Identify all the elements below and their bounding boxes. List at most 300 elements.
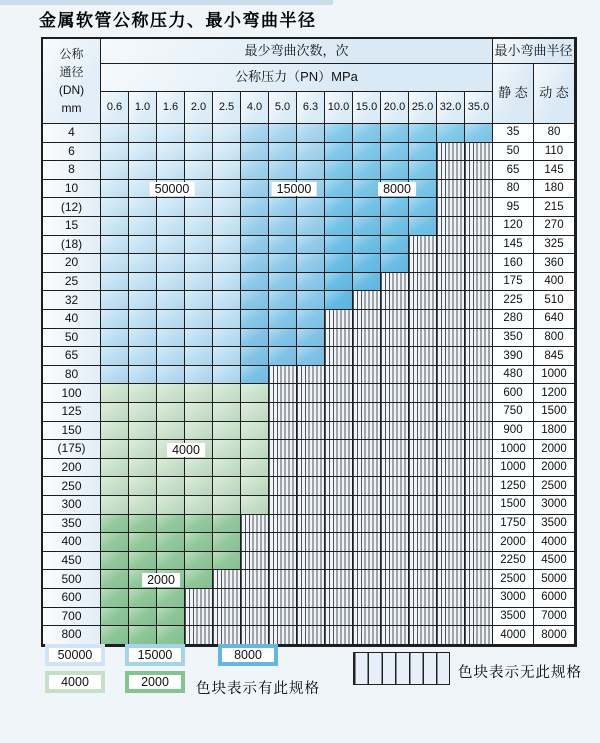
nospec-cell [353, 570, 381, 589]
spec-cell [101, 180, 129, 199]
spec-cell [269, 124, 297, 143]
spec-cell [325, 198, 353, 217]
dynamic-radius-cell: 1500 [534, 403, 575, 422]
spec-cell [241, 496, 269, 515]
nospec-cell [353, 589, 381, 608]
spec-cell [157, 496, 185, 515]
static-header: 静 态 [493, 64, 534, 124]
legend-swatch-value: 8000 [222, 648, 274, 662]
spec-cell [213, 477, 241, 496]
nospec-cell [381, 533, 409, 552]
pressure-col-header: 6.3 [297, 92, 325, 124]
spec-cell [101, 198, 129, 217]
spec-cell [269, 291, 297, 310]
nospec-cell [409, 273, 437, 292]
static-radius-cell: 1750 [493, 515, 534, 534]
dynamic-radius-cell: 325 [534, 236, 575, 255]
legend-swatch-value: 2000 [129, 675, 181, 689]
nospec-cell [409, 515, 437, 534]
dn-cell: 20 [43, 254, 101, 273]
nospec-cell [325, 422, 353, 441]
static-radius-cell: 145 [493, 236, 534, 255]
nospec-cell [381, 291, 409, 310]
static-radius-cell: 225 [493, 291, 534, 310]
spec-cell [157, 143, 185, 162]
spec-cell [213, 198, 241, 217]
nospec-cell [381, 477, 409, 496]
cycles-label-50000: 50000 [150, 182, 195, 196]
nospec-cell [353, 552, 381, 571]
spec-table [41, 37, 577, 647]
spec-cell [129, 589, 157, 608]
nospec-cell [325, 310, 353, 329]
spec-cell [101, 496, 129, 515]
nospec-cell [353, 347, 381, 366]
spec-cell [269, 347, 297, 366]
nospec-cell [465, 366, 493, 385]
nospec-cell [269, 533, 297, 552]
nospec-cell [409, 291, 437, 310]
spec-cell [185, 329, 213, 348]
spec-cell [213, 422, 241, 441]
pressure-col-header: 35.0 [465, 92, 493, 124]
spec-cell [157, 608, 185, 627]
cycles-label-8000: 8000 [378, 182, 416, 196]
nospec-cell [437, 477, 465, 496]
dynamic-radius-cell: 2000 [534, 459, 575, 478]
spec-cell [241, 403, 269, 422]
nospec-cell [269, 608, 297, 627]
nospec-cell [465, 310, 493, 329]
spec-cell [213, 143, 241, 162]
spec-cell [157, 254, 185, 273]
nospec-cell [437, 589, 465, 608]
nospec-cell [465, 180, 493, 199]
static-radius-cell: 1500 [493, 496, 534, 515]
spec-cell [241, 459, 269, 478]
nospec-cell [465, 552, 493, 571]
nospec-cell [353, 329, 381, 348]
spec-cell [297, 198, 325, 217]
spec-cell [101, 422, 129, 441]
dynamic-radius-cell: 6000 [534, 589, 575, 608]
spec-cell [101, 626, 129, 645]
legend-swatch-8000 [218, 644, 278, 666]
nospec-cell [437, 347, 465, 366]
dn-cell: 600 [43, 589, 101, 608]
nospec-cell [381, 608, 409, 627]
spec-cell [241, 291, 269, 310]
spec-cell [101, 403, 129, 422]
legend-swatch-50000 [45, 644, 105, 666]
nospec-cell [269, 515, 297, 534]
nospec-cell [269, 440, 297, 459]
nospec-cell [437, 291, 465, 310]
nospec-cell [409, 570, 437, 589]
legend-swatch-15000 [125, 644, 185, 666]
dn-cell: (12) [43, 198, 101, 217]
spec-cell [101, 217, 129, 236]
spec-cell [353, 124, 381, 143]
spec-cell [325, 217, 353, 236]
spec-cell [185, 347, 213, 366]
spec-cell [325, 254, 353, 273]
spec-cell [381, 198, 409, 217]
spec-cell [213, 384, 241, 403]
legend-swatch-value: 4000 [49, 675, 101, 689]
nospec-cell [297, 477, 325, 496]
nospec-cell [353, 403, 381, 422]
spec-cell [185, 124, 213, 143]
static-radius-cell: 175 [493, 273, 534, 292]
spec-cell [213, 366, 241, 385]
spec-cell [325, 180, 353, 199]
dynamic-radius-cell: 180 [534, 180, 575, 199]
spec-cell [241, 143, 269, 162]
spec-cell [381, 236, 409, 255]
spec-cell [241, 366, 269, 385]
dn-cell: 6 [43, 143, 101, 162]
spec-cell [129, 161, 157, 180]
spec-cell [157, 403, 185, 422]
spec-cell [325, 161, 353, 180]
static-radius-cell: 1000 [493, 440, 534, 459]
spec-cell [129, 143, 157, 162]
nospec-cell [409, 459, 437, 478]
spec-cell [129, 608, 157, 627]
spec-cell [185, 515, 213, 534]
pressure-col-header: 32.0 [437, 92, 465, 124]
pressure-col-header: 1.6 [157, 92, 185, 124]
spec-cell [157, 124, 185, 143]
pressure-col-header: 1.0 [129, 92, 157, 124]
nospec-cell [353, 310, 381, 329]
spec-cell [157, 347, 185, 366]
spec-cell [325, 273, 353, 292]
pressure-col-header: 20.0 [381, 92, 409, 124]
nospec-cell [465, 254, 493, 273]
dynamic-radius-cell: 4000 [534, 533, 575, 552]
spec-cell [213, 329, 241, 348]
spec-cell [297, 217, 325, 236]
nospec-cell [297, 570, 325, 589]
nospec-cell [269, 477, 297, 496]
nospec-cell [437, 254, 465, 273]
legend-swatch-value: 50000 [49, 648, 101, 662]
spec-cell [325, 143, 353, 162]
spec-cell [213, 180, 241, 199]
spec-cell [101, 552, 129, 571]
spec-cell [241, 440, 269, 459]
spec-cell [157, 477, 185, 496]
spec-cell [185, 533, 213, 552]
spec-cell [297, 236, 325, 255]
spec-cell [381, 254, 409, 273]
spec-cell [269, 273, 297, 292]
legend-no-spec-swatch [353, 652, 450, 685]
dn-cell: 32 [43, 291, 101, 310]
nospec-cell [353, 422, 381, 441]
pressure-col-header: 10.0 [325, 92, 353, 124]
nospec-cell [269, 422, 297, 441]
spec-cell [185, 403, 213, 422]
static-radius-cell: 480 [493, 366, 534, 385]
nospec-cell [409, 254, 437, 273]
nospec-cell [437, 161, 465, 180]
nospec-cell [325, 552, 353, 571]
dn-cell: 125 [43, 403, 101, 422]
nospec-cell [437, 180, 465, 199]
pressure-col-header: 15.0 [353, 92, 381, 124]
spec-cell [101, 236, 129, 255]
spec-cell [185, 291, 213, 310]
spec-cell [241, 422, 269, 441]
dn-cell: 100 [43, 384, 101, 403]
nospec-cell [269, 589, 297, 608]
spec-cell [185, 496, 213, 515]
nospec-cell [409, 626, 437, 645]
spec-cell [213, 347, 241, 366]
nospec-cell [241, 515, 269, 534]
nospec-cell [381, 626, 409, 645]
legend-swatch-2000 [125, 671, 185, 693]
nospec-cell [325, 589, 353, 608]
nospec-cell [213, 608, 241, 627]
spec-cell [129, 217, 157, 236]
nospec-cell [381, 384, 409, 403]
nospec-cell [381, 347, 409, 366]
spec-cell [353, 180, 381, 199]
pressure-col-header: 2.0 [185, 92, 213, 124]
spec-cell [101, 589, 129, 608]
spec-cell [157, 589, 185, 608]
dynamic-radius-cell: 4500 [534, 552, 575, 571]
nospec-cell [381, 552, 409, 571]
spec-cell [353, 143, 381, 162]
dynamic-radius-cell: 145 [534, 161, 575, 180]
dynamic-radius-cell: 80 [534, 124, 575, 143]
cycles-label-2000: 2000 [142, 573, 180, 587]
nospec-cell [437, 236, 465, 255]
spec-cell [129, 347, 157, 366]
nospec-cell [409, 422, 437, 441]
spec-cell [213, 496, 241, 515]
nospec-cell [297, 533, 325, 552]
nospec-cell [437, 533, 465, 552]
nospec-cell [381, 589, 409, 608]
spec-cell [129, 291, 157, 310]
spec-cell [465, 124, 493, 143]
nospec-cell [325, 626, 353, 645]
spec-cell [101, 459, 129, 478]
nospec-cell [269, 403, 297, 422]
nospec-cell [465, 626, 493, 645]
spec-cell [241, 254, 269, 273]
dynamic-radius-cell: 800 [534, 329, 575, 348]
spec-cell [129, 273, 157, 292]
nospec-cell [465, 608, 493, 627]
spec-cell [297, 143, 325, 162]
nospec-cell [437, 403, 465, 422]
nospec-cell [297, 589, 325, 608]
nospec-cell [297, 496, 325, 515]
dn-cell: 8 [43, 161, 101, 180]
nospec-cell [269, 552, 297, 571]
nospec-cell [465, 515, 493, 534]
nospec-cell [353, 384, 381, 403]
spec-cell [129, 124, 157, 143]
spec-cell [157, 310, 185, 329]
static-radius-cell: 280 [493, 310, 534, 329]
dynamic-radius-cell: 3000 [534, 496, 575, 515]
nospec-cell [437, 626, 465, 645]
spec-cell [297, 329, 325, 348]
nospec-cell [325, 608, 353, 627]
spec-cell [157, 459, 185, 478]
spec-cell [185, 477, 213, 496]
nospec-cell [409, 533, 437, 552]
spec-cell [325, 291, 353, 310]
spec-cell [241, 161, 269, 180]
spec-cell [101, 533, 129, 552]
spec-cell [101, 608, 129, 627]
nospec-cell [381, 422, 409, 441]
spec-cell [269, 310, 297, 329]
spec-cell [157, 552, 185, 571]
spec-cell [297, 254, 325, 273]
dynamic-header: 动 态 [534, 64, 575, 124]
spec-cell [213, 440, 241, 459]
spec-cell [101, 515, 129, 534]
nospec-cell [185, 626, 213, 645]
pressure-header: 公称压力（PN）MPa [101, 64, 493, 92]
spec-cell [101, 570, 129, 589]
spec-cell [101, 143, 129, 162]
nospec-cell [381, 310, 409, 329]
spec-cell [185, 310, 213, 329]
spec-cell [269, 161, 297, 180]
cycles-label-4000: 4000 [167, 443, 205, 457]
spec-cell [241, 477, 269, 496]
nospec-cell [437, 217, 465, 236]
spec-cell [213, 273, 241, 292]
spec-cell [269, 143, 297, 162]
spec-cell [185, 273, 213, 292]
spec-cell [353, 236, 381, 255]
dynamic-radius-cell: 1800 [534, 422, 575, 441]
spec-cell [101, 366, 129, 385]
nospec-cell [241, 570, 269, 589]
nospec-cell [465, 422, 493, 441]
spec-cell [437, 124, 465, 143]
nospec-cell [353, 291, 381, 310]
spec-cell [129, 366, 157, 385]
nospec-cell [409, 366, 437, 385]
table-grid [43, 39, 575, 645]
spec-cell [101, 291, 129, 310]
legend-no-spec-label: 色块表示无此规格 [458, 665, 582, 681]
nospec-cell [325, 496, 353, 515]
nospec-cell [465, 291, 493, 310]
dn-cell: 300 [43, 496, 101, 515]
spec-cell [213, 254, 241, 273]
nospec-cell [213, 626, 241, 645]
nospec-cell [241, 552, 269, 571]
dn-cell: 450 [43, 552, 101, 571]
dn-cell: 65 [43, 347, 101, 366]
nospec-cell [269, 384, 297, 403]
nospec-cell [381, 570, 409, 589]
spec-cell [213, 459, 241, 478]
nospec-cell [381, 515, 409, 534]
nospec-cell [465, 570, 493, 589]
spec-cell [353, 161, 381, 180]
dn-cell: (175) [43, 440, 101, 459]
spec-cell [241, 198, 269, 217]
nospec-cell [325, 366, 353, 385]
nospec-cell [465, 347, 493, 366]
spec-cell [101, 254, 129, 273]
spec-cell [101, 477, 129, 496]
spec-cell [157, 291, 185, 310]
static-radius-cell: 35 [493, 124, 534, 143]
nospec-cell [325, 329, 353, 348]
static-radius-cell: 2500 [493, 570, 534, 589]
spec-cell [409, 143, 437, 162]
static-radius-cell: 3500 [493, 608, 534, 627]
nospec-cell [465, 143, 493, 162]
spec-cell [297, 347, 325, 366]
spec-cell [213, 533, 241, 552]
static-radius-cell: 120 [493, 217, 534, 236]
static-radius-cell: 4000 [493, 626, 534, 645]
nospec-cell [297, 440, 325, 459]
nospec-cell [437, 273, 465, 292]
dynamic-radius-cell: 2500 [534, 477, 575, 496]
spec-cell [101, 161, 129, 180]
nospec-cell [185, 608, 213, 627]
nospec-cell [437, 459, 465, 478]
static-radius-cell: 900 [493, 422, 534, 441]
spec-cell [157, 626, 185, 645]
spec-cell [241, 124, 269, 143]
nospec-cell [297, 384, 325, 403]
spec-cell [297, 291, 325, 310]
spec-cell [101, 124, 129, 143]
spec-cell [157, 329, 185, 348]
spec-cell [381, 161, 409, 180]
nospec-cell [353, 459, 381, 478]
dn-cell: 50 [43, 329, 101, 348]
static-radius-cell: 160 [493, 254, 534, 273]
spec-cell [213, 552, 241, 571]
nospec-cell [437, 384, 465, 403]
pressure-col-header: 25.0 [409, 92, 437, 124]
spec-cell [129, 198, 157, 217]
nospec-cell [297, 552, 325, 571]
dn-cell: 400 [43, 533, 101, 552]
nospec-cell [409, 384, 437, 403]
dynamic-radius-cell: 1000 [534, 366, 575, 385]
nospec-cell [353, 366, 381, 385]
nospec-cell [437, 143, 465, 162]
spec-cell [185, 366, 213, 385]
bend-cycles-header: 最少弯曲次数，次 [101, 39, 493, 64]
dn-cell: 15 [43, 217, 101, 236]
spec-cell [409, 217, 437, 236]
dn-cell: 500 [43, 570, 101, 589]
spec-cell [157, 515, 185, 534]
